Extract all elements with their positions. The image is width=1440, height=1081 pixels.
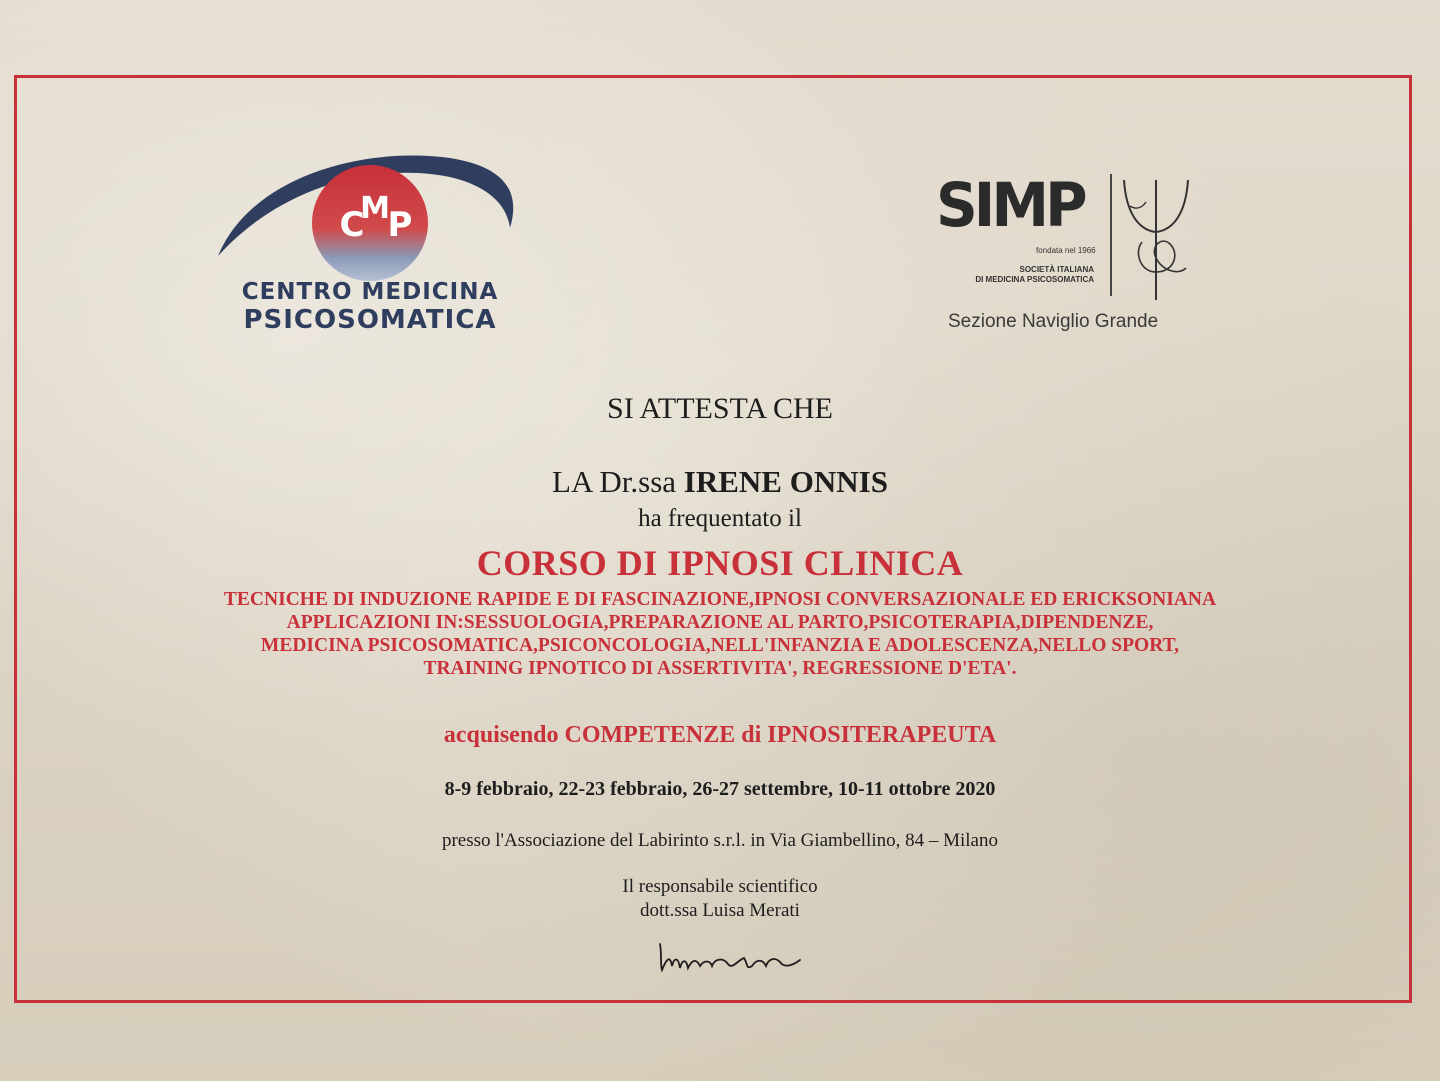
responsabile-block [0,875,1440,923]
frequentato-text: ha frequentato il [638,505,802,532]
course-description [0,588,1440,680]
simp-mark: SIMP [936,169,1084,241]
course-desc-line: APPLICAZIONI IN:SESSUOLOGIA,PREPARAZIONE AL PARTO,PSICOTERAPIA,DIPENDENZE, [286,612,1154,633]
cmp-letter-m: M [360,191,390,226]
simp-society [934,265,1094,286]
course-desc-line: MEDICINA PSICOSOMATICA,PSICONCOLOGIA,NELL'INFANZIA E ADOLESCENZA,NELLO SPORT, [260,635,1180,656]
simp-divider [1110,174,1112,296]
venue-text: presso l'Associazione del Labirinto s.r.l. in Via Giambellino, 84 – Milano [441,830,998,851]
recipient-prefix: LA Dr.ssa [552,464,677,499]
signature [650,930,820,980]
attesta-heading: SI ATTESTA CHE [607,392,833,425]
responsabile-name: dott.ssa Luisa Merati [640,900,800,921]
simp-society-line1: SOCIETÀ ITALIANA [1019,265,1094,274]
course-title: CORSO DI IPNOSI CLINICA [476,543,964,583]
recipient-name: IRENE ONNIS [683,464,888,499]
cmp-name-line1: CENTRO MEDICINA [241,279,499,305]
cmp-letter-p: P [387,205,413,245]
simp-society-line2: DI MEDICINA PSICOSOMATICA [975,275,1094,285]
course-desc-line: TRAINING IPNOTICO DI ASSERTIVITA', REGRESSIONE D'ETA'. [423,658,1017,679]
course-desc-line: TECNICHE DI INDUZIONE RAPIDE E DI FASCINAZIONE,IPNOSI CONVERSAZIONALE ED ERICKSONIANA [223,589,1217,610]
competenze-text: acquisendo COMPETENZE di IPNOSITERAPEUTA [443,722,997,748]
cmp-name-line2: PSICOSOMATICA [243,304,497,335]
psi-icon [1116,172,1196,302]
simp-fondata: fondata nel 1966 [1036,246,1096,255]
simp-logo [930,168,1210,348]
cmp-emblem-icon [210,138,530,288]
cmp-logo [210,138,530,348]
cmp-letter-c: C [339,205,365,245]
course-dates: 8-9 febbraio, 22-23 febbraio, 26-27 settembre, 10-11 ottobre 2020 [444,778,996,800]
recipient-line [0,464,1440,500]
simp-sezione: Sezione Naviglio Grande [948,311,1159,332]
responsabile-title: Il responsabile scientifico [622,876,818,897]
cmp-name [210,280,530,335]
